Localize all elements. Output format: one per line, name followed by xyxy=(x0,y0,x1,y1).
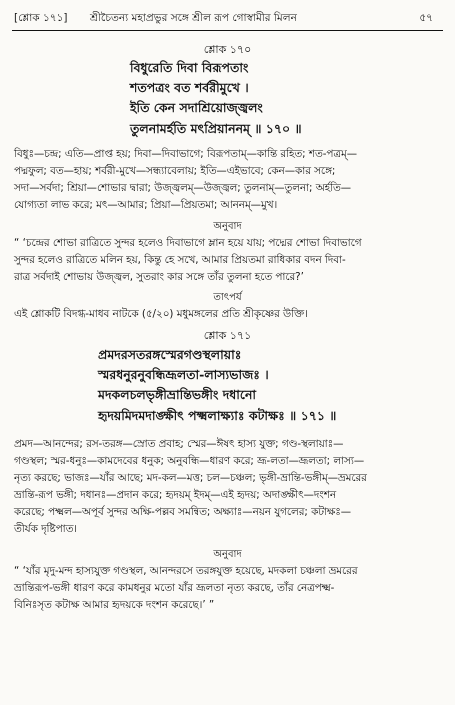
header-page-number: ৫৭ xyxy=(419,12,433,24)
translation-line: “ ‘চন্দ্রের শোভা রাত্রিতে সুন্দর হলেও দিবাভাগে ম্লান হয়ে যায়; পদ্মের শোভা দিবাভাগে xyxy=(14,237,362,249)
verse-171-translation xyxy=(14,563,441,614)
verse-171-line-1: প্রমদরসতরঙ্গস্মেরগণ্ডস্থলায়াঃ xyxy=(98,347,242,362)
verse-170-line-3: ইতি কেন সদাশ্রিয়োজ্জ্বলং xyxy=(130,100,263,115)
word-meanings-line: নৃত্য করছে; ভাজঃ—যাঁর আছে; মদ-কল—মত্ত; চল—চঞ্চল; ভৃঙ্গী-ভ্রান্তি-ভঙ্গীম্—ভ্রমরের xyxy=(14,472,367,484)
word-meanings-line: সদা—সর্বদা; শ্রিয়া—শোভার দ্বারা; উজ্জ্বলম্—উজ্জ্বল; তুলনাম্—তুলনা; অর্হতি— xyxy=(14,182,352,194)
translation-line: “ ‘যাঁর মৃদু-মন্দ হাস্যযুক্ত গণ্ডস্থল, আনন্দরসে তরঙ্গযুক্ত হয়েছে, মদকলা চঞ্চলা ভ্রমরের xyxy=(14,565,358,577)
verse-171-line-4: হৃদয়মিদমদাঙ্ক্ষীৎ পক্ষ্মলাক্ষ্যাঃ কটাক্ষঃ ॥ ১৭১ ॥ xyxy=(98,408,337,423)
verse-170-translation-heading: অনুবাদ xyxy=(213,221,242,232)
verse-170-purport: এই শ্লোকটি বিদগ্ধ-মাধব নাটকে (৫/২০) মধুমঙ্গলের প্রতি শ্রীকৃষ্ণের উক্তি। xyxy=(14,308,308,320)
translation-line: রাত্র সর্বদাই শোভায় উজ্জ্বল, সুতরাং কার সঙ্গে তাঁর তুলনা হতে পারে?’ xyxy=(14,271,304,283)
verse-171-line-2: স্মরধনুরনুবন্ধিভ্রূলতা-লাস্যভাজঃ । xyxy=(98,367,269,382)
verse-170-purport-heading: তাৎপর্য xyxy=(213,292,242,303)
verse-171-translation-heading: অনুবাদ xyxy=(213,549,242,560)
verse-170-translation xyxy=(14,235,441,286)
header-verse-ref: [শ্লোক ১৭১] xyxy=(14,12,68,24)
verse-170-line-1: বিধুরেতি দিবা বিরূপতাং xyxy=(130,60,249,75)
translation-line: ভ্রান্তিরূপ-ভঙ্গী ধারণ করে কামধনুর মতো যাঁর ভ্রূলতা নৃত্য করছে, তাঁর নেত্রপক্ষ্ম- xyxy=(14,582,335,594)
verse-170-line-4: তুলনামর্হতি মৎপ্রিয়াননম্ ॥ ১৭০ ॥ xyxy=(130,121,302,136)
word-meanings-line: প্রমদ—আনন্দের; রস-তরঙ্গ—স্রোত প্রবাহ; স্মের—ঈষৎ হাস্য যুক্ত; গণ্ড-স্থলায়াঃ— xyxy=(14,438,344,450)
translation-line: বিনিঃসৃত কটাক্ষ আমার হৃদয়কে দংশন করেছে।’ ” xyxy=(14,599,215,611)
verse-171-word-meanings xyxy=(14,436,441,538)
verse-171-line-3: মদকলচলভৃঙ্গীভ্রান্তিভঙ্গীং দধানো xyxy=(98,387,257,402)
word-meanings-line: করেছে; পক্ষ্মল—অপূর্ব সুন্দর অক্ষি-পল্লব সমন্বিত; অক্ষ্যাঃ—নয়ন যুগলের; কটাক্ষঃ— xyxy=(14,506,352,518)
word-meanings-line: যোগ্যতা লাভ করে; মৎ—আমার; প্রিয়া—প্রিয়তমা; আননম্—মুখ। xyxy=(14,199,278,211)
word-meanings-line: ভ্রান্তি-রূপ ভঙ্গী; দধানঃ—প্রদান করে; হৃদয়ম্ ইদম্—এই হৃদয়; অদাঙ্ক্ষীৎ—দংশন xyxy=(14,489,336,501)
verse-171-heading: শ্লোক ১৭১ xyxy=(203,329,252,342)
word-meanings-line: গণ্ডস্থল; স্মর-ধনুঃ—কামদেবের ধনুক; অনুবন্ধি—ধারণ করে; ভ্রূ-লতা—ভ্রূলতা; লাস্য— xyxy=(14,455,365,467)
word-meanings-line: বিধুঃ—চন্দ্র; এতি—প্রাপ্ত হয়; দিবা—দিবাভাগে; বিরূপতাম্—কান্তি রহিত; শত-পত্রম্— xyxy=(14,148,358,160)
running-header xyxy=(10,8,445,28)
verse-170-word-meanings xyxy=(14,146,441,214)
word-meanings-line: পদ্মফুল; বত—হায়; শর্বরী-মুখে—সন্ধ্যাবেলায়; ইতি—এইভাবে; কেন—কার সঙ্গে; xyxy=(14,165,336,177)
header-chapter-title: শ্রীচৈতন্য মহাপ্রভুর সঙ্গে শ্রীল রূপ গোস্বামীর মিলন xyxy=(90,12,297,24)
word-meanings-line: তীর্যক দৃষ্টিপাত। xyxy=(14,523,77,535)
translation-line: সুন্দর হলেও রাত্রিতে মলিন হয়, কিন্তু হে সখে, আমার প্রিয়তমা রাধিকার বদন দিবা- xyxy=(14,254,346,266)
header-rule xyxy=(12,30,443,31)
verse-170-line-2: শতপত্রং বত শর্বরীমুখে । xyxy=(130,80,249,95)
verse-170-heading: শ্লোক ১৭০ xyxy=(203,43,252,56)
